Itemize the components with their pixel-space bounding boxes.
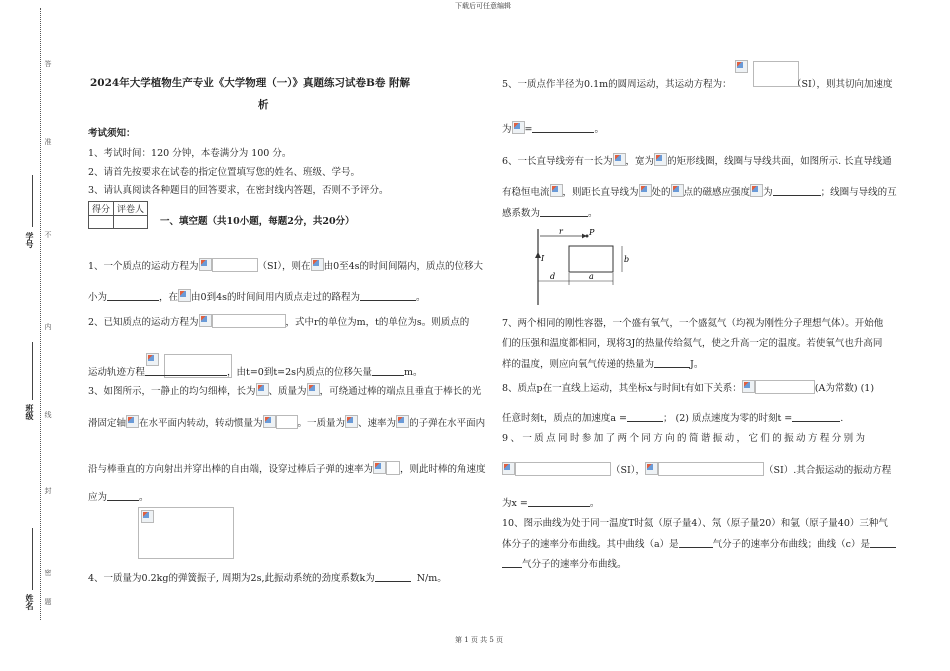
- answer-blank[interactable]: [372, 365, 404, 376]
- answer-blank[interactable]: [627, 411, 663, 422]
- label-i: I: [541, 254, 545, 263]
- page-title: 2024年大学植物生产专业《大学物理（一）》真题练习试卷B卷 附解: [90, 77, 411, 89]
- seal-char: 答: [44, 60, 52, 67]
- header-note: 下载后可任意编辑: [455, 2, 511, 10]
- notice-item: 2、请首先按要求在试卷的指定位置填写您的姓名、班级、学号。: [88, 167, 361, 178]
- question-9-line-3: 为x = 。: [502, 498, 600, 509]
- formula-image-icon: [645, 462, 658, 475]
- formula-box: [276, 415, 298, 429]
- formula-box: [658, 462, 764, 476]
- question-2-line-2: 运动轨迹方程 ，由t=0到t=2s内质点的位移矢量 m。: [88, 367, 423, 378]
- formula-image-icon: [735, 60, 748, 73]
- answer-blank[interactable]: [870, 537, 896, 548]
- question-1-line-2: 小为 ，在 由0到4s的时间间用内质点走过的路程为 。: [88, 289, 426, 304]
- notice-heading: 考试须知：: [88, 128, 136, 139]
- class-line: [32, 342, 33, 400]
- seal-char: 准: [44, 138, 52, 145]
- question-3-line-2: 滑固定轴 在水平面内转动，转动惯量为 。一质量为 、速率为 的子弹在水平面内: [88, 415, 485, 430]
- answer-blank[interactable]: [145, 365, 227, 376]
- sidebar-label-name: 姓名: [25, 594, 35, 610]
- formula-image-icon: [256, 383, 269, 396]
- question-3-line-1: 3、如图所示，一静止的均匀细棒，长为 、质量为 ，可绕通过棒的端点且垂直于棒长的光: [88, 383, 481, 398]
- question-5-line-2: 为 = 。: [502, 121, 604, 136]
- seal-char: 线: [44, 411, 52, 418]
- student-id-line: [32, 175, 33, 227]
- grader-label: 评卷人: [114, 202, 148, 216]
- question-10-line-1: 10、图示曲线为处于同一温度T时氦（原子量4）、氖（原子量20）和氩（原子量40）三种气: [502, 518, 888, 529]
- seal-char: 密: [44, 569, 52, 576]
- notice-item: 3、请认真阅读各种题目的回答要求，在密封线内答题，否则不予评分。: [88, 185, 389, 196]
- formula-box: [212, 314, 286, 328]
- formula-box: [386, 461, 400, 475]
- figure-image-icon: [141, 510, 154, 523]
- label-r: r: [559, 227, 563, 236]
- formula-image-icon: [613, 153, 626, 166]
- formula-image-icon: [512, 121, 525, 134]
- answer-blank[interactable]: [792, 411, 840, 422]
- formula-image-icon: [307, 383, 320, 396]
- answer-blank[interactable]: [654, 357, 690, 368]
- formula-image-icon: [639, 184, 652, 197]
- answer-blank[interactable]: [107, 490, 139, 501]
- formula-image-icon: [199, 314, 212, 327]
- question-8-line-1: 8、质点p在一直线上运动，其坐标x与时间t有如下关系： (A为常数) (1): [502, 380, 874, 395]
- label-a: a: [589, 272, 594, 281]
- notice-item: 1、考试时间：120 分钟，本卷满分为 100 分。: [88, 148, 292, 159]
- label-p: P: [589, 228, 595, 237]
- wire-loop-diagram: [528, 225, 640, 307]
- name-line: [32, 528, 33, 590]
- page-title-cont: 析: [258, 99, 269, 111]
- seal-char: 题: [44, 598, 52, 605]
- score-label: 得分: [89, 202, 114, 216]
- formula-image-icon: [550, 184, 563, 197]
- formula-image-icon: [671, 184, 684, 197]
- answer-blank[interactable]: [679, 537, 713, 548]
- question-7-line-1: 7、两个相同的刚性容器，一个盛有氧气，一个盛氦气（均视为刚性分子理想气体）。开始他: [502, 318, 884, 329]
- question-6-line-1: 6、一长直导线旁有一长为 ，宽为 的矩形线圈，线圈与导线共面，如图所示. 长直导线通: [502, 153, 892, 168]
- question-1-line-1: 1、一个质点的运动方程为 （SI），则在 由0至4s的时间间隔内，质点的位移大: [88, 258, 483, 273]
- question-2-line-1: 2、已知质点的运动方程为 ，式中r的单位为m，t的单位为s。则质点的: [88, 314, 469, 329]
- section-title: 一、填空题（共10小题，每题2分，共20分）: [160, 216, 355, 227]
- question-6-line-2: 有稳恒电流 ，则距长直导线为 处的 点的磁感应强度 为 ；线圈与导线的互: [502, 184, 897, 199]
- formula-image-icon: [654, 153, 667, 166]
- seal-char: 不: [44, 231, 52, 238]
- rect-loop: [569, 246, 613, 272]
- formula-image-icon: [373, 461, 386, 474]
- formula-image-icon: [199, 258, 212, 271]
- page-footer: 第 1 页 共 5 页: [455, 636, 504, 644]
- score-table: [88, 201, 148, 229]
- answer-blank[interactable]: [502, 557, 522, 568]
- question-10-line-2: 体分子的速率分布曲线。其中曲线（a）是 气分子的速率分布曲线；曲线（c）是: [502, 537, 896, 551]
- sidebar-label-class: 班级: [25, 404, 35, 420]
- formula-image-icon: [750, 184, 763, 197]
- answer-blank[interactable]: [528, 496, 590, 507]
- question-7-line-2: 们的压强和温度都相同，现将3J的热量传给氦气，使之升高一定的温度。若使氧气也升高同: [502, 338, 883, 349]
- question-6-line-3: 感系数为 。: [502, 208, 598, 219]
- answer-blank[interactable]: [107, 290, 159, 301]
- seal-char: 封: [44, 487, 52, 494]
- question-9-line-1: 9、一质点同时参加了两个同方向的简谐振动，它们的振动方程分别为: [502, 433, 868, 444]
- label-b: b: [624, 255, 630, 264]
- sidebar-label-student-id: 学号: [25, 232, 35, 248]
- formula-image-icon: [396, 415, 409, 428]
- formula-box: [212, 258, 258, 272]
- seal-char: 内: [44, 323, 52, 330]
- answer-blank[interactable]: [532, 122, 594, 133]
- formula-box: [515, 462, 611, 476]
- formula-image: [735, 56, 799, 87]
- answer-blank[interactable]: [360, 290, 416, 301]
- question-9-line-2: （SI）， （SI）.其合振运动的振动方程: [502, 462, 891, 477]
- question-8-line-2: 任意时刻t，质点的加速度a = ； (2) 质点速度为零的时刻t = .: [502, 413, 844, 424]
- question-5-line-1: 5、一质点作半径为0.1m的圆周运动，其运动方程为： （SI），则其切向加速度: [502, 79, 893, 90]
- label-d: d: [550, 272, 556, 281]
- formula-image-icon: [263, 415, 276, 428]
- question-7-line-3: 样的温度，则应向氧气传递的热量为 J。: [502, 359, 704, 370]
- formula-image-icon: [311, 258, 324, 271]
- answer-blank[interactable]: [773, 185, 821, 196]
- formula-image-icon: [126, 415, 139, 428]
- question-3-line-3: 沿与棒垂直的方向射出并穿出棒的自由端，设穿过棒后子弹的速率为 ，则此时棒的角速度: [88, 461, 486, 476]
- figure-placeholder: [138, 507, 234, 559]
- formula-image-icon: [502, 462, 515, 475]
- question-4: 4、一质量为0.2kg的弹簧振子, 周期为2s,此振动系统的劲度系数k为 N/m。: [88, 573, 447, 584]
- formula-image-icon: [178, 289, 191, 302]
- answer-blank[interactable]: [375, 571, 411, 582]
- answer-blank[interactable]: [540, 206, 588, 217]
- question-3-line-4: 应为 。: [88, 492, 149, 503]
- formula-image-icon: [742, 380, 755, 393]
- formula-box: [755, 380, 815, 394]
- formula-image-icon: [345, 415, 358, 428]
- question-10-line-3: 气分子的速率分布曲线。: [502, 557, 627, 571]
- grader-cell[interactable]: [114, 216, 148, 229]
- score-cell[interactable]: [89, 216, 114, 229]
- seal-line: [40, 8, 41, 620]
